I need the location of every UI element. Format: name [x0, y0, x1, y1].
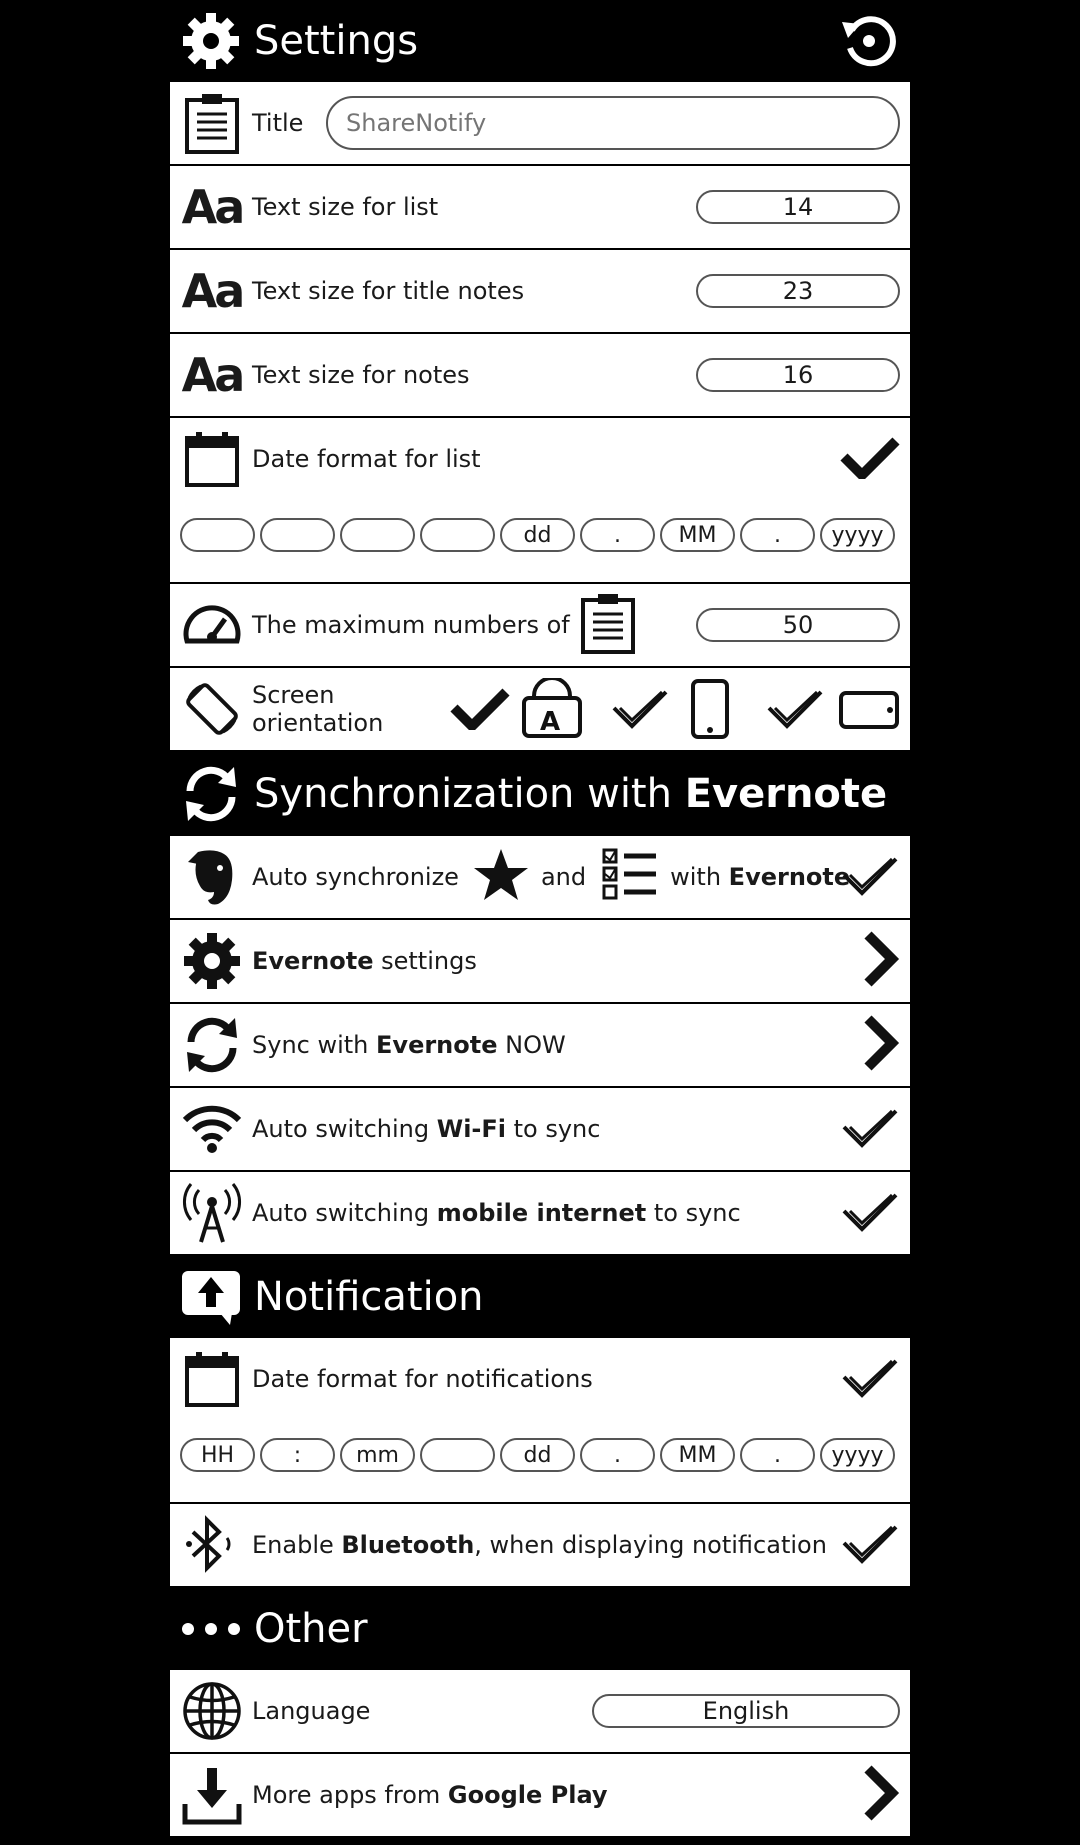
calendar-icon [180, 1347, 244, 1411]
date-format-list-label: Date format for list [252, 445, 481, 473]
bluetooth-row [170, 1504, 910, 1586]
wifi-row [170, 1088, 910, 1170]
date-format-list-checkbox[interactable] [840, 435, 900, 483]
orientation-row [170, 668, 910, 750]
other-header [170, 1588, 910, 1670]
gear-icon [180, 929, 244, 993]
language-label: Language [252, 1697, 371, 1725]
landscape-phone-icon [838, 690, 900, 734]
date-format-list-row [170, 418, 910, 582]
chevron-right-icon [860, 1763, 900, 1827]
font-size-icon: Aa [181, 348, 243, 402]
settings-header [170, 0, 910, 82]
mobile-internet-label: Auto switching mobile internet to sync [252, 1199, 741, 1227]
auto-sync-checkbox[interactable] [840, 853, 900, 901]
date-field[interactable]: . [580, 1438, 655, 1472]
date-field[interactable]: dd [500, 518, 575, 552]
date-field[interactable]: . [740, 1438, 815, 1472]
star-icon [473, 847, 529, 907]
clipboard-icon [580, 592, 636, 658]
wifi-icon [180, 1097, 244, 1161]
title-row [170, 82, 910, 164]
max-numbers-label: The maximum numbers of [252, 611, 570, 639]
date-format-notif-label: Date format for notifications [252, 1365, 593, 1393]
more-apps-row[interactable] [170, 1754, 910, 1836]
clipboard-icon [180, 91, 244, 155]
text-size-title-input[interactable]: 23 [696, 274, 900, 308]
evernote-settings-label: Evernote settings [252, 947, 477, 975]
reset-icon[interactable] [838, 10, 900, 76]
speedometer-icon [180, 593, 244, 657]
more-apps-label: More apps from Google Play [252, 1781, 608, 1809]
date-format-list-fields [170, 500, 910, 570]
date-field[interactable]: HH [180, 1438, 255, 1472]
auto-sync-label: Auto synchronize [252, 863, 459, 891]
language-row [170, 1670, 910, 1752]
text-size-notes-label: Text size for notes [252, 361, 470, 389]
title-input[interactable] [326, 96, 900, 150]
chevron-right-icon [860, 1013, 900, 1077]
text-size-list-row [170, 166, 910, 248]
font-size-icon: Aa [181, 180, 243, 234]
text-size-title-label: Text size for title notes [252, 277, 525, 305]
sync-now-label: Sync with Evernote NOW [252, 1031, 566, 1059]
chevron-right-icon [860, 929, 900, 993]
bluetooth-checkbox[interactable] [840, 1521, 900, 1569]
text-size-notes-row [170, 334, 910, 416]
date-field[interactable] [260, 518, 335, 552]
evernote-settings-row[interactable] [170, 920, 910, 1002]
date-field[interactable]: . [580, 518, 655, 552]
sync-header [170, 752, 910, 836]
other-title: Other [254, 1606, 368, 1652]
auto-rotate-icon [520, 678, 584, 744]
portrait-phone-icon [690, 678, 730, 744]
auto-sync-and: and [540, 863, 587, 891]
text-size-notes-input[interactable]: 16 [696, 358, 900, 392]
title-label: Title [252, 109, 304, 137]
sync-title: Synchronization with Evernote [254, 771, 888, 817]
sync-icon [180, 1013, 244, 1077]
page-title: Settings [254, 18, 419, 64]
mobile-internet-row [170, 1172, 910, 1254]
date-format-notif-fields [170, 1420, 910, 1490]
gear-icon [180, 10, 242, 72]
rotate-screen-icon [180, 677, 244, 741]
date-field[interactable] [420, 518, 495, 552]
date-field[interactable] [340, 518, 415, 552]
date-field[interactable]: MM [660, 1438, 735, 1472]
notification-title: Notification [254, 1274, 484, 1320]
max-numbers-row [170, 584, 910, 666]
download-icon [180, 1763, 244, 1827]
date-field[interactable]: mm [340, 1438, 415, 1472]
evernote-icon [180, 845, 244, 909]
wifi-checkbox[interactable] [840, 1105, 900, 1153]
date-format-notif-checkbox[interactable] [840, 1355, 900, 1403]
auto-orientation-checkbox[interactable] [450, 686, 510, 734]
date-format-notif-row [170, 1338, 910, 1502]
auto-sync-row [170, 836, 910, 918]
bluetooth-icon [180, 1513, 244, 1577]
date-field[interactable]: MM [660, 518, 735, 552]
date-field[interactable]: yyyy [820, 518, 895, 552]
calendar-icon [180, 427, 244, 491]
orientation-label: Screen orientation [252, 681, 384, 737]
date-field[interactable]: . [740, 518, 815, 552]
date-field[interactable]: yyyy [820, 1438, 895, 1472]
text-size-title-row [170, 250, 910, 332]
svg-text:A: A [540, 707, 561, 737]
sync-icon [180, 763, 242, 825]
globe-icon [180, 1679, 244, 1743]
sync-now-row[interactable] [170, 1004, 910, 1086]
portrait-checkbox[interactable] [610, 686, 670, 734]
font-size-icon: Aa [181, 264, 243, 318]
mobile-internet-checkbox[interactable] [840, 1189, 900, 1237]
date-field[interactable] [180, 518, 255, 552]
wifi-label: Auto switching Wi-Fi to sync [252, 1115, 601, 1143]
checklist-icon [602, 846, 658, 908]
date-field[interactable]: dd [500, 1438, 575, 1472]
text-size-list-label: Text size for list [252, 193, 439, 221]
language-select[interactable]: English [592, 1694, 900, 1728]
date-field[interactable] [420, 1438, 495, 1472]
notification-header [170, 1256, 910, 1338]
auto-sync-with: with Evernote [670, 863, 851, 891]
bluetooth-label: Enable Bluetooth, when displaying notification [252, 1531, 827, 1559]
antenna-icon [180, 1181, 244, 1245]
landscape-checkbox[interactable] [765, 686, 825, 734]
max-numbers-input[interactable]: 50 [696, 608, 900, 642]
text-size-list-input[interactable]: 14 [696, 190, 900, 224]
date-field[interactable]: : [260, 1438, 335, 1472]
more-dots-icon [180, 1598, 242, 1660]
notification-icon [180, 1266, 242, 1328]
